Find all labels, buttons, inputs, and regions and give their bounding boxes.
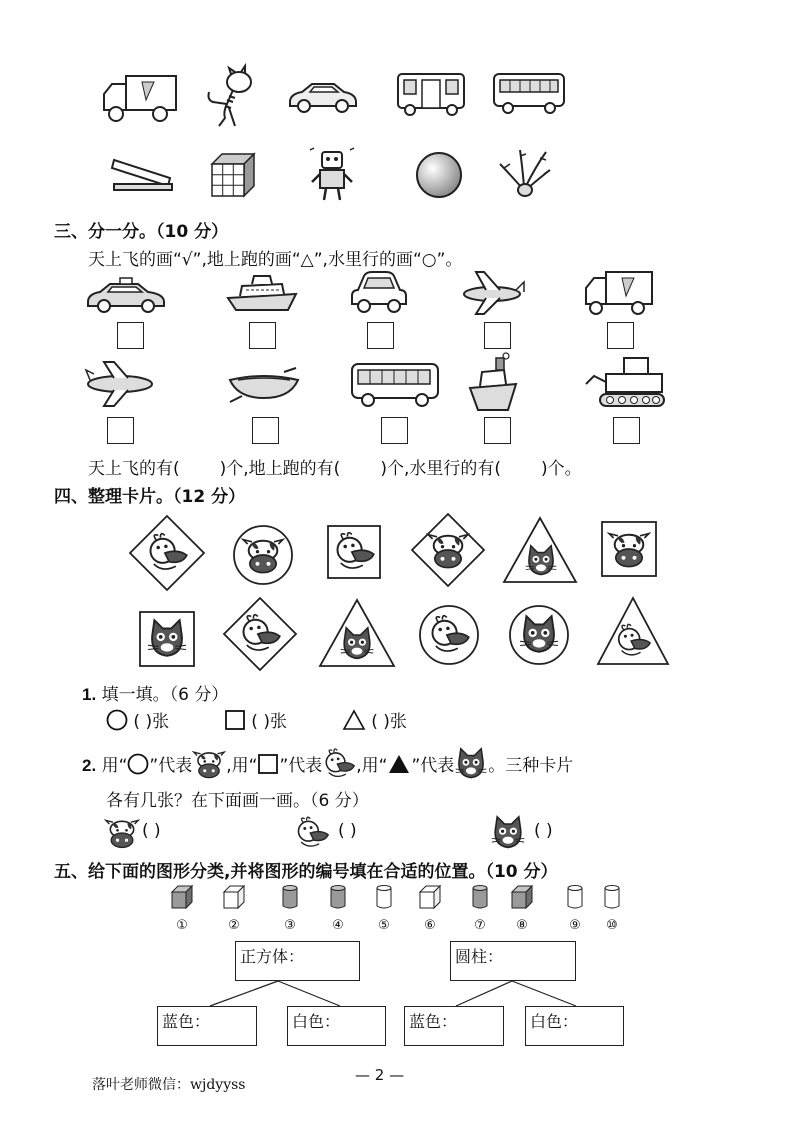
q1-text: 填一填。（6 分） (101, 685, 229, 705)
solid-shape-number: ① (176, 918, 188, 933)
solid-shape-number: ④ (332, 918, 344, 933)
solid-shape-number: ⑤ (378, 918, 390, 933)
page-number: — 2 — (355, 1066, 405, 1084)
section5-title: 五、给下面的图形分类,并将图形的编号填在合适的位置。（10 分） (54, 862, 558, 882)
q2-number: 2. (82, 756, 97, 775)
cube-white-label: 白色： (292, 1012, 341, 1031)
q2-text-5: ,用“ (356, 756, 388, 776)
cube-category-box[interactable] (235, 941, 360, 981)
solid-shape-number: ② (228, 918, 240, 933)
q2-line-2: 各有几张？在下面画一画。（6 分） (106, 791, 369, 811)
q2-text-2: ”代表 (149, 756, 193, 776)
cylinder-blue-label: 蓝色： (409, 1012, 458, 1031)
q2-text-4: ”代表 (279, 756, 323, 776)
cylinder-white-label: 白色： (530, 1012, 579, 1031)
cow-draw-blank[interactable]: ( ) (142, 821, 161, 841)
duck-draw-blank[interactable]: ( ) (338, 821, 357, 841)
ground-count-label: )个,地上跑的有( (219, 459, 341, 479)
cylinder-category-label: 圆柱： (455, 947, 504, 966)
cylinder-category-box[interactable] (450, 941, 576, 981)
cylinder-blue-box[interactable] (404, 1006, 504, 1046)
water-count-label: )个,水里行的有( (380, 459, 501, 479)
cat-draw-blank[interactable]: ( ) (534, 821, 553, 841)
cylinder-white-box[interactable] (525, 1006, 624, 1046)
section3-title: 三、分一分。（10 分） (54, 222, 229, 242)
q2-text-3: ,用“ (226, 756, 258, 776)
cube-category-label: 正方体： (240, 947, 305, 966)
section4-title: 四、整理卡片。（12 分） (54, 487, 246, 507)
solid-shape-number: ⑩ (606, 918, 618, 933)
solid-shape-number: ⑧ (516, 918, 528, 933)
triangle-count-blank[interactable]: ( )张 (371, 712, 407, 732)
q2-text-6: ”代表 (411, 756, 455, 776)
solid-shape-number: ⑥ (424, 918, 436, 933)
square-count-blank[interactable]: ( )张 (251, 712, 287, 732)
solid-shape-number: ③ (284, 918, 296, 933)
q1-number: 1. (82, 685, 97, 704)
circle-count-blank[interactable]: ( )张 (133, 712, 170, 732)
cube-blue-label: 蓝色： (162, 1012, 211, 1031)
solid-shape-number: ⑦ (474, 918, 486, 933)
cube-blue-box[interactable] (157, 1006, 257, 1046)
cube-white-box[interactable] (287, 1006, 386, 1046)
section3-instruction: 天上飞的画“√”,地上跑的画“△”,水里行的画“○”。 (88, 250, 463, 270)
sky-count-label: 天上飞的有( (88, 459, 180, 479)
q2-text-7: 。三种卡片 (488, 756, 574, 776)
q2-text-1: 用“ (101, 756, 128, 776)
solid-shape-number: ⑨ (569, 918, 581, 933)
watermark-text: 落叶老师微信：wjdyyss (92, 1077, 246, 1093)
water-count-suffix: )个。 (540, 459, 582, 479)
